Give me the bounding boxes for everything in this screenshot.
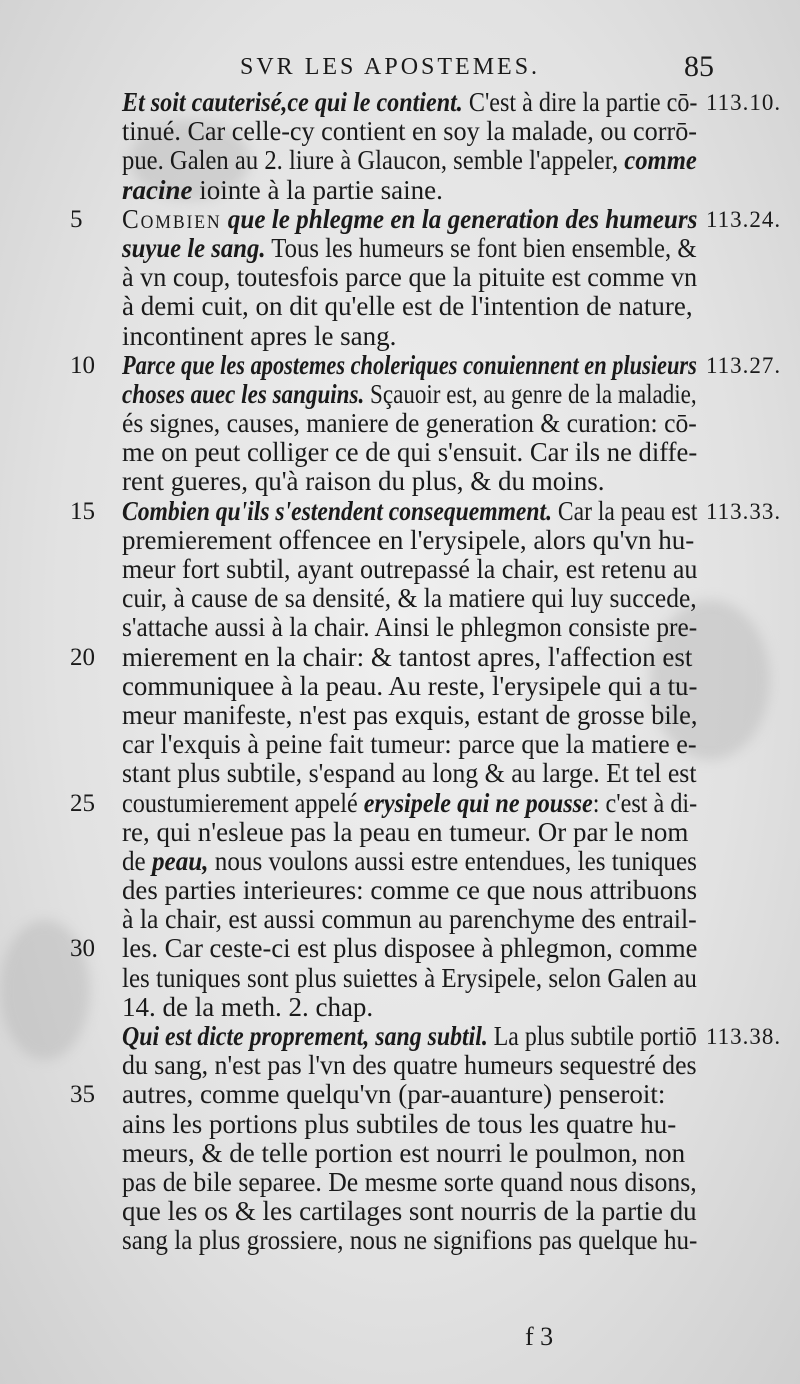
margin-reference: 113.24. — [706, 206, 782, 232]
line-text — [122, 322, 396, 351]
text-segment: La plus subtile portiō — [487, 1021, 697, 1051]
body-text — [0, 88, 800, 1256]
text-line — [0, 117, 800, 146]
text-segment: C'est à dire la partie cō- — [462, 87, 698, 117]
text-line — [0, 88, 800, 117]
italic-lemma: Qui est dicte proprement, sang subtil. — [122, 1021, 488, 1051]
text-segment: premierement offencee en l'erysipele, alors qu'vn hu- — [122, 524, 695, 555]
text-line — [0, 146, 800, 175]
text-segment: meurs, & de telle portion est nourri le poulmon, non — [122, 1137, 686, 1168]
text-line — [0, 1080, 800, 1109]
line-text — [122, 292, 693, 321]
text-segment: pue. Galen au 2. liure à Glaucon, semble l'appeler, — [122, 145, 625, 176]
italic-lemma: que le phlegme en la generation des humeurs — [221, 203, 698, 234]
line-text — [122, 1197, 697, 1226]
italic-lemma: suyue le sang. — [122, 232, 266, 263]
line-text — [122, 613, 697, 642]
italic-lemma: Et soit cauterisé,ce qui le contient. — [122, 87, 463, 117]
text-line — [0, 1168, 800, 1197]
line-text — [122, 409, 697, 438]
line-text — [122, 263, 697, 292]
margin-reference: 113.10. — [706, 90, 782, 115]
italic-lemma: choses auec les sanguins. — [122, 378, 365, 409]
line-text — [122, 1139, 685, 1168]
text-line — [0, 234, 800, 263]
page-number: 85 — [684, 50, 714, 83]
italic-lemma: Parce que les apostemes choleriques conuiennent en plusieurs — [122, 349, 697, 380]
text-line — [0, 205, 800, 234]
line-text — [122, 847, 697, 876]
text-segment: que les os & les cartilages sont nourris de la partie du — [122, 1196, 697, 1227]
text-line — [0, 964, 800, 993]
text-segment: 14. de la meth. 2. chap. — [122, 991, 374, 1022]
margin-reference: 113.33. — [706, 498, 782, 524]
text-segment: à demi cuit, on dit qu'elle est de l'intention de nature, — [122, 291, 693, 322]
text-segment: de — [122, 845, 152, 876]
text-segment: coustumierement appelé — [122, 787, 364, 818]
text-segment: Sçauoir est, au genre de la maladie, — [364, 378, 697, 409]
line-text — [122, 117, 697, 146]
italic-lemma: peau, — [151, 845, 209, 876]
text-segment: nous voulons aussi estre entendues, les tuniques — [208, 845, 697, 876]
line-text — [122, 818, 688, 847]
line-text — [122, 205, 697, 234]
text-line — [0, 730, 800, 759]
line-text — [122, 1168, 697, 1197]
text-segment: re, qui n'esleue pas la peau en tumeur. Or par le nom — [122, 816, 689, 847]
text-segment: autres, comme quelqu'vn (par-auanture) penseroit: — [122, 1079, 666, 1110]
line-text — [122, 730, 697, 759]
text-line — [0, 672, 800, 701]
line-number: 25 — [70, 789, 95, 817]
line-text — [122, 905, 697, 934]
text-line — [0, 934, 800, 963]
text-segment: ains les portions plus subtiles de tous les quatre hu- — [122, 1108, 677, 1139]
line-text — [122, 234, 697, 263]
text-segment: iointe à la partie saine. — [192, 174, 443, 205]
line-number: 10 — [70, 351, 95, 379]
text-segment: s'attache aussi à la chair. Ainsi le phlegmon consiste pre- — [122, 612, 698, 643]
text-segment: cuir, à cause de sa densité, & la matiere qui luy succede, — [122, 583, 697, 614]
text-segment: meur fort subtil, ayant outrepassé la chair, est retenu au — [122, 554, 698, 584]
text-line — [0, 176, 800, 205]
line-text — [122, 672, 697, 701]
text-line — [0, 759, 800, 788]
text-line — [0, 818, 800, 847]
text-line — [0, 789, 800, 818]
line-text — [122, 1226, 697, 1255]
text-line — [0, 497, 800, 526]
line-text — [122, 1051, 697, 1080]
text-segment: à la chair, est aussi commun au parenchyme des entrail- — [122, 904, 697, 935]
text-segment: stant plus subtile, s'espand au long & au large. Et tel est — [122, 758, 697, 789]
text-segment: des parties interieures: comme ce que nous attribuons — [122, 875, 698, 906]
italic-lemma: comme — [624, 145, 697, 176]
line-text — [122, 964, 697, 993]
line-text — [122, 1110, 676, 1139]
line-text — [122, 759, 697, 788]
line-number: 5 — [70, 205, 83, 233]
line-number: 35 — [70, 1081, 95, 1109]
line-number: 30 — [70, 935, 95, 963]
text-segment: car l'exquis à peine fait tumeur: parce que la matiere e- — [122, 729, 697, 760]
text-segment: les tuniques sont plus suiettes à Erysipele, selon Galen au — [122, 962, 697, 993]
text-line — [0, 526, 800, 555]
line-text — [122, 934, 697, 963]
italic-lemma: erysipele qui ne pousse — [363, 787, 593, 818]
text-line — [0, 847, 800, 876]
text-line — [0, 438, 800, 467]
text-line — [0, 409, 800, 438]
line-text — [122, 438, 697, 467]
running-head: SVR LES APOSTEMES. — [240, 54, 541, 80]
text-segment: meur manifeste, n'est pas exquis, estant de grosse bile, — [122, 699, 698, 730]
text-line — [0, 351, 800, 380]
margin-reference: 113.27. — [706, 352, 782, 378]
line-number: 15 — [70, 497, 95, 525]
line-text — [122, 584, 697, 613]
line-text — [122, 789, 697, 818]
text-line — [0, 1022, 800, 1051]
text-line — [0, 1139, 800, 1168]
text-line — [0, 380, 800, 409]
text-line — [0, 1197, 800, 1226]
text-line — [0, 1110, 800, 1139]
line-text — [122, 555, 697, 584]
text-segment: me on peut colliger ce de qui s'ensuit. Car ils ne diffe- — [122, 437, 698, 468]
line-text — [122, 497, 697, 526]
line-text — [122, 876, 697, 905]
line-text — [122, 380, 697, 409]
text-segment: incontinent apres le sang. — [122, 320, 397, 351]
line-text — [122, 146, 697, 175]
text-line — [0, 555, 800, 584]
text-segment: mierement en la chair: & tantost apres, l'affection est — [122, 641, 693, 672]
text-line — [0, 1226, 800, 1255]
text-line — [0, 993, 800, 1022]
text-line — [0, 613, 800, 642]
line-text — [122, 701, 697, 730]
text-segment: communiquee à la peau. Au reste, l'erysipele qui a tu- — [122, 670, 698, 701]
text-line — [0, 1051, 800, 1080]
text-line — [0, 292, 800, 321]
text-line — [0, 322, 800, 351]
signature-mark: f 3 — [525, 1322, 554, 1351]
text-line — [0, 263, 800, 292]
text-line — [0, 467, 800, 496]
text-segment: rent gueres, qu'à raison du plus, & du moins. — [122, 466, 605, 497]
text-segment: à vn coup, toutesfois parce que la pituite est comme vn — [122, 262, 698, 293]
text-line — [0, 584, 800, 613]
text-line — [0, 905, 800, 934]
text-segment: sang la plus grossiere, nous ne signifions pas quelque hu- — [122, 1225, 698, 1256]
text-line — [0, 876, 800, 905]
line-number: 20 — [70, 643, 95, 671]
text-line — [0, 701, 800, 730]
text-segment: du sang, n'est pas l'vn des quatre humeurs sequestré des — [122, 1050, 697, 1081]
text-segment: tinué. Car celle-cy contient en soy la malade, ou corrō- — [122, 116, 698, 147]
line-text — [122, 993, 373, 1022]
text-segment: Car la peau est — [551, 495, 698, 526]
line-text — [122, 643, 692, 672]
small-caps-word: Combien — [122, 203, 222, 234]
text-segment: : c'est à di- — [592, 787, 698, 818]
line-text — [122, 351, 697, 380]
text-segment: pas de bile separee. De mesme sorte quand nous disons, — [122, 1166, 697, 1197]
line-text — [122, 1022, 697, 1051]
line-text — [122, 467, 605, 496]
text-segment: les. Car ceste-ci est plus disposee à phlegmon, comme — [122, 933, 698, 964]
line-text — [122, 526, 694, 555]
text-segment: és signes, causes, maniere de generation & curation: cō- — [122, 408, 697, 439]
italic-lemma: Combien qu'ils s'estendent consequemment. — [122, 495, 552, 526]
italic-lemma: racine — [122, 174, 193, 205]
text-line — [0, 643, 800, 672]
line-text — [122, 1080, 665, 1109]
text-segment: Tous les humeurs se font bien ensemble, & — [265, 232, 697, 263]
margin-reference: 113.38. — [706, 1024, 782, 1049]
line-text — [122, 176, 443, 205]
line-text — [122, 88, 697, 117]
